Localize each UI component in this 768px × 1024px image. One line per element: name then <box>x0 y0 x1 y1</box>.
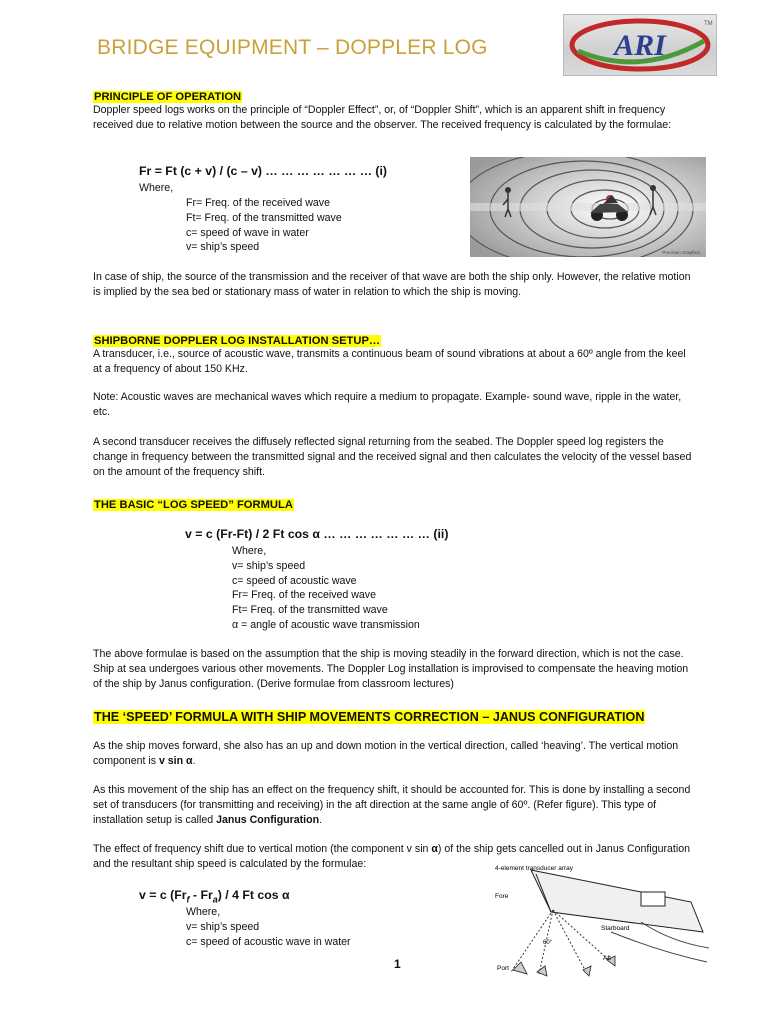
figure-label-starboard: Starboard <box>601 925 630 932</box>
formula-part: ) / 4 Ft cos α <box>217 888 290 902</box>
where-label: Where, <box>186 906 221 918</box>
installation-p1-text: A transducer, i.e., source of acoustic wave, transmits a continuous beam of sound vibrations at about a 60º angle from the keel at a frequency of about 150 KHz. <box>93 348 686 375</box>
janus-term: Janus Configuration <box>216 813 320 826</box>
section-heading-log-speed: THE BASIC “LOG SPEED” FORMULA <box>94 499 293 511</box>
formula-i-where: Where, <box>139 182 174 194</box>
figure-label-fore: Fore <box>495 893 509 900</box>
logo-text: ARI <box>614 29 666 62</box>
janus-p1 <box>93 739 693 769</box>
formula-part: v = c (Fr <box>139 888 187 902</box>
figure-label-angle: 60° <box>543 940 553 946</box>
definition-item: c= speed of wave in water <box>186 226 309 239</box>
formula-part: - Fr <box>189 888 213 902</box>
alpha-symbol: α <box>431 843 438 855</box>
vertical-component: v sin α <box>158 754 193 767</box>
principle-intro <box>93 103 693 133</box>
definition-item: α = angle of acoustic wave transmission <box>232 618 420 631</box>
janus-p3-text: The effect of frequency shift due to vertical motion (the component v sin <box>93 843 432 855</box>
principle-outro-text: In case of ship, the source of the transmission and the receiver of that wave are both the ship only. However, the relative motion is implied by the sea bed or stationary mass of water in relation to which the ship is moving. <box>93 271 691 298</box>
definition-item: Ft= Freq. of the transmitted wave <box>232 604 388 617</box>
section-heading-janus: THE ‘SPEED’ FORMULA WITH SHIP MOVEMENTS CORRECTION – JANUS CONFIGURATION <box>94 710 645 724</box>
ari-logo <box>563 14 717 76</box>
installation-p3 <box>93 435 693 479</box>
janus-p2-text: As this movement of the ship has an effect on the frequency shift, it should be accounted for. This is done by installing a second set of transducers (for transmitting and receiving) in the aft direction at the same angle of 60º. (Refer figure). This type of installation setup is called <box>93 784 691 826</box>
logo-tm: TM <box>704 21 713 27</box>
janus-ship-diagram <box>491 862 711 980</box>
janus-configuration-figure <box>491 862 711 980</box>
formula-ii: v = c (Fr-Ft) / 2 Ft cos α … … … … … … … (ii) <box>185 527 449 541</box>
figure-label-port: Port <box>497 965 509 972</box>
section-heading-principle: PRINCIPLE OF OPERATION <box>94 91 242 103</box>
formula-i-definitions <box>186 196 342 255</box>
formula-janus-where <box>186 905 351 949</box>
installation-note-text: Note: Acoustic waves are mechanical waves which require a medium to propagate. Example- sound wave, ripple in the water, etc. <box>93 391 682 418</box>
janus-p2 <box>93 783 693 827</box>
principle-intro-text: Doppler speed logs works on the principle of “Doppler Effect”, or, of “Doppler Shift”, which is an apparent shift in frequency received due to relative motion between the source and the observer. The received frequency is calculated by the formulae: <box>93 104 672 131</box>
definition-item: Fr= Freq. of the received wave <box>232 589 376 602</box>
formula-janus <box>139 888 290 904</box>
definition-item: c= speed of acoustic wave <box>232 574 357 587</box>
formula-i: Fr = Ft (c + v) / (c – v) … … … … … … … (i) <box>139 164 388 178</box>
page-number: 1 <box>394 957 401 971</box>
janus-p3-end: ) of the ship gets cancelled out in Janus Configuration and the resultant ship speed is calculated by the formulae: <box>93 843 690 870</box>
definition-item: Ft= Freq. of the transmitted wave <box>186 211 342 224</box>
formula-subscript: f <box>186 894 190 905</box>
definition-item: v= ship’s speed <box>186 920 260 933</box>
janus-p1-end: . <box>192 754 196 767</box>
installation-p1 <box>93 347 693 377</box>
definition-item: Fr= Freq. of the received wave <box>186 197 330 209</box>
formula-subscript: a <box>212 894 218 905</box>
installation-p3-text: A second transducer receives the diffusely reflected signal returning from the seabed. The Doppler speed log registers the change in frequency between the transmitted signal and the received signal and then calculates the velocity of the vessel based on the amount of the frequency shift. <box>93 436 692 478</box>
log-speed-explanation <box>93 647 693 691</box>
principle-outro <box>93 270 693 300</box>
installation-note <box>93 390 693 420</box>
log-speed-explanation-text: The above formulae is based on the assumption that the ship is moving steadily in the forward direction, which is not the case. Ship at sea undergoes various other movements. The Doppler Log installation is improvised to compensate the heaving motion of the ship by Janus configuration. (Derive formulae from classroom lectures) <box>93 648 689 690</box>
formula-ii-where <box>232 544 420 633</box>
section-heading-installation: SHIPBORNE DOPPLER LOG INSTALLATION SETUP… <box>94 335 381 347</box>
figure-credit: Precision Graphics <box>662 250 700 255</box>
doppler-motorcycle-illustration <box>470 157 706 257</box>
figure-label-array: 4-element transducer array <box>495 865 574 872</box>
where-label: Where, <box>232 545 267 557</box>
figure-label-aft: Aft <box>603 955 611 962</box>
janus-p2-end: . <box>319 813 323 826</box>
definition-item: v= ship’s speed <box>232 559 306 572</box>
janus-p1-text: As the ship moves forward, she also has an up and down motion in the vertical direction, called ‘heaving’. The vertical motion component is <box>93 740 679 767</box>
definition-item: c= speed of acoustic wave in water <box>186 935 351 948</box>
definition-item: v= ship’s speed <box>186 241 260 254</box>
ari-logo-graphic <box>564 15 716 75</box>
doppler-effect-figure <box>470 157 706 257</box>
document-title: BRIDGE EQUIPMENT – DOPPLER LOG <box>97 36 488 59</box>
